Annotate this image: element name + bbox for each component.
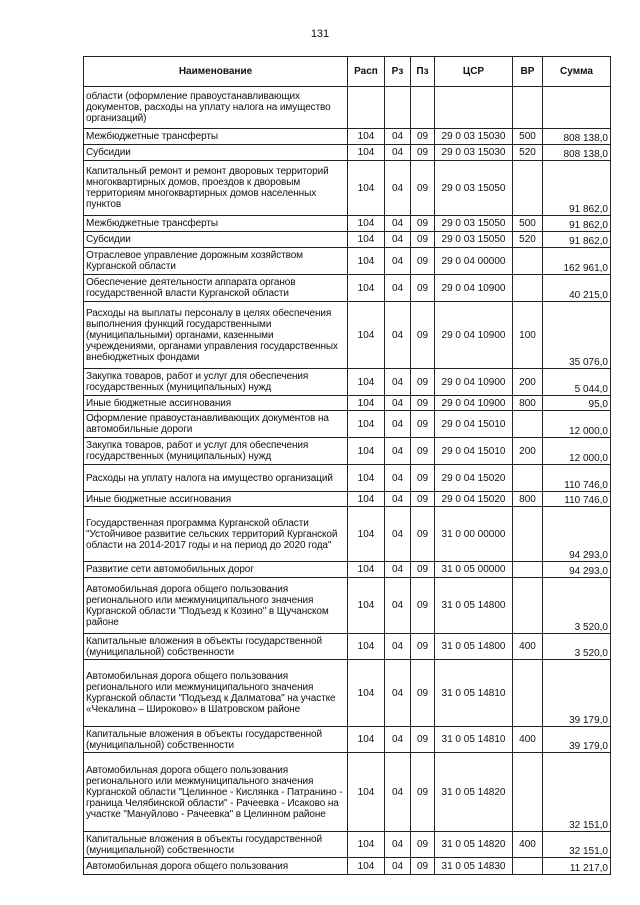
cell-rz: 04 xyxy=(385,492,411,507)
cell-name: Капитальные вложения в объекты государственной (муниципальной) собственности xyxy=(84,634,348,660)
cell-name: Развитие сети автомобильных дорог xyxy=(84,562,348,578)
cell-vr xyxy=(513,87,543,129)
cell-name: Государственная программа Курганской области "Устойчивое развитие сельских территорий Курганской области на 2014-2017 годы и на период до 2020 года" xyxy=(84,507,348,562)
cell-name: Закупка товаров, работ и услуг для обеспечения государственных (муниципальных) нужд xyxy=(84,438,348,465)
cell-name: Оформление правоустанавливающих документов на автомобильные дороги xyxy=(84,411,348,438)
cell-vr: 400 xyxy=(513,634,543,660)
table-row xyxy=(84,248,611,275)
cell-rasp: 104 xyxy=(348,145,385,161)
header-vr: ВР xyxy=(513,57,543,87)
cell-pz: 09 xyxy=(411,660,435,727)
cell-pz: 09 xyxy=(411,216,435,232)
cell-pz: 09 xyxy=(411,369,435,396)
cell-rasp: 104 xyxy=(348,275,385,302)
cell-pz: 09 xyxy=(411,129,435,145)
table-row xyxy=(84,396,611,411)
table-row xyxy=(84,411,611,438)
cell-rasp: 104 xyxy=(348,129,385,145)
cell-rz: 04 xyxy=(385,145,411,161)
cell-pz: 09 xyxy=(411,302,435,369)
cell-sum: 808 138,0 xyxy=(543,145,611,161)
cell-vr: 500 xyxy=(513,129,543,145)
cell-sum: 91 862,0 xyxy=(543,216,611,232)
cell-csr: 29 0 03 15050 xyxy=(435,161,513,216)
cell-csr xyxy=(435,87,513,129)
cell-rasp: 104 xyxy=(348,465,385,492)
cell-rasp: 104 xyxy=(348,369,385,396)
cell-sum: 11 217,0 xyxy=(543,858,611,875)
table-row xyxy=(84,507,611,562)
cell-csr: 29 0 04 10900 xyxy=(435,396,513,411)
cell-rasp: 104 xyxy=(348,832,385,858)
cell-rz: 04 xyxy=(385,562,411,578)
cell-sum xyxy=(543,87,611,129)
cell-rasp: 104 xyxy=(348,161,385,216)
header-sum: Сумма xyxy=(543,57,611,87)
cell-pz: 09 xyxy=(411,753,435,832)
cell-vr xyxy=(513,562,543,578)
cell-name: Капитальные вложения в объекты государственной (муниципальной) собственности xyxy=(84,832,348,858)
cell-sum: 32 151,0 xyxy=(543,753,611,832)
cell-rz: 04 xyxy=(385,634,411,660)
cell-pz: 09 xyxy=(411,145,435,161)
cell-vr: 200 xyxy=(513,369,543,396)
cell-pz: 09 xyxy=(411,396,435,411)
header-csr: ЦСР xyxy=(435,57,513,87)
cell-rasp: 104 xyxy=(348,858,385,875)
cell-vr: 800 xyxy=(513,396,543,411)
cell-csr: 31 0 05 14820 xyxy=(435,753,513,832)
cell-csr: 29 0 04 00000 xyxy=(435,248,513,275)
cell-pz: 09 xyxy=(411,832,435,858)
cell-sum: 39 179,0 xyxy=(543,660,611,727)
cell-sum: 94 293,0 xyxy=(543,562,611,578)
cell-rz: 04 xyxy=(385,216,411,232)
header-rz: Рз xyxy=(385,57,411,87)
cell-name: Обеспечение деятельности аппарата органов государственной власти Курганской области xyxy=(84,275,348,302)
table-row xyxy=(84,216,611,232)
cell-rasp: 104 xyxy=(348,562,385,578)
cell-vr xyxy=(513,161,543,216)
table-row xyxy=(84,832,611,858)
cell-rz: 04 xyxy=(385,369,411,396)
cell-name: Расходы на выплаты персоналу в целях обеспечения выполнения функций государственными (муниципальными) органами, казенными учреждениями, органами управления государственных внебюджетных фондами xyxy=(84,302,348,369)
cell-sum: 91 862,0 xyxy=(543,161,611,216)
cell-sum: 12 000,0 xyxy=(543,411,611,438)
cell-rasp: 104 xyxy=(348,727,385,753)
cell-vr: 400 xyxy=(513,727,543,753)
cell-rasp: 104 xyxy=(348,232,385,248)
cell-pz: 09 xyxy=(411,858,435,875)
cell-csr: 29 0 03 15030 xyxy=(435,129,513,145)
cell-pz: 09 xyxy=(411,465,435,492)
cell-rz: 04 xyxy=(385,507,411,562)
cell-pz: 09 xyxy=(411,634,435,660)
table-row xyxy=(84,660,611,727)
cell-rasp: 104 xyxy=(348,216,385,232)
cell-csr: 29 0 03 15050 xyxy=(435,232,513,248)
cell-vr xyxy=(513,248,543,275)
cell-rz: 04 xyxy=(385,753,411,832)
cell-sum: 3 520,0 xyxy=(543,578,611,634)
cell-pz: 09 xyxy=(411,578,435,634)
cell-sum: 3 520,0 xyxy=(543,634,611,660)
cell-csr: 31 0 05 00000 xyxy=(435,562,513,578)
cell-rz: 04 xyxy=(385,302,411,369)
cell-name: Иные бюджетные ассигнования xyxy=(84,492,348,507)
cell-rz: 04 xyxy=(385,465,411,492)
cell-name: Капитальный ремонт и ремонт дворовых территорий многоквартирных домов, проездов к дворовым территориям многоквартирных домов населенных пунктов xyxy=(84,161,348,216)
cell-name: Капитальные вложения в объекты государственной (муниципальной) собственности xyxy=(84,727,348,753)
table-row xyxy=(84,145,611,161)
cell-rz: 04 xyxy=(385,275,411,302)
cell-pz: 09 xyxy=(411,411,435,438)
cell-sum: 808 138,0 xyxy=(543,129,611,145)
table-row xyxy=(84,275,611,302)
cell-rasp xyxy=(348,87,385,129)
cell-name: Автомобильная дорога общего пользования xyxy=(84,858,348,875)
cell-rz: 04 xyxy=(385,832,411,858)
cell-csr: 29 0 03 15050 xyxy=(435,216,513,232)
cell-csr: 29 0 04 15010 xyxy=(435,411,513,438)
table-row xyxy=(84,858,611,875)
cell-csr: 31 0 05 14820 xyxy=(435,832,513,858)
cell-rz: 04 xyxy=(385,161,411,216)
page-number: 131 xyxy=(310,28,330,40)
table-row xyxy=(84,438,611,465)
cell-rz: 04 xyxy=(385,438,411,465)
cell-rz xyxy=(385,87,411,129)
cell-vr xyxy=(513,275,543,302)
cell-sum: 12 000,0 xyxy=(543,438,611,465)
cell-pz: 09 xyxy=(411,562,435,578)
cell-vr xyxy=(513,858,543,875)
cell-vr xyxy=(513,578,543,634)
table-row xyxy=(84,727,611,753)
cell-csr: 29 0 03 15030 xyxy=(435,145,513,161)
cell-pz: 09 xyxy=(411,275,435,302)
cell-rasp: 104 xyxy=(348,302,385,369)
cell-sum: 95,0 xyxy=(543,396,611,411)
cell-rasp: 104 xyxy=(348,660,385,727)
cell-rz: 04 xyxy=(385,396,411,411)
cell-sum: 91 862,0 xyxy=(543,232,611,248)
cell-rz: 04 xyxy=(385,129,411,145)
cell-vr: 500 xyxy=(513,216,543,232)
table-row xyxy=(84,87,611,129)
table-row xyxy=(84,492,611,507)
cell-rasp: 104 xyxy=(348,507,385,562)
cell-rasp: 104 xyxy=(348,248,385,275)
cell-vr: 200 xyxy=(513,438,543,465)
cell-vr: 400 xyxy=(513,832,543,858)
cell-csr: 29 0 04 10900 xyxy=(435,302,513,369)
cell-rasp: 104 xyxy=(348,411,385,438)
cell-vr xyxy=(513,411,543,438)
cell-sum: 35 076,0 xyxy=(543,302,611,369)
cell-sum: 40 215,0 xyxy=(543,275,611,302)
cell-rz: 04 xyxy=(385,858,411,875)
cell-name: Автомобильная дорога общего пользования регионального или межмуниципального значения Курганской области "Целинное - Кислянка - Патранино - граница Челябинской области" - Рачеевка - Исаково на участке "Мануйлово - Рачеевка" в Целинном районе xyxy=(84,753,348,832)
cell-rz: 04 xyxy=(385,248,411,275)
table-row xyxy=(84,562,611,578)
table-header-row xyxy=(84,57,611,87)
cell-csr: 29 0 04 10900 xyxy=(435,275,513,302)
table-row xyxy=(84,578,611,634)
cell-vr xyxy=(513,507,543,562)
cell-rasp: 104 xyxy=(348,578,385,634)
cell-name: Автомобильная дорога общего пользования регионального или межмуниципального значения Курганской области "Подъезд к Далматова" на участке «Чекалина – Широково» в Шатровском районе xyxy=(84,660,348,727)
cell-name: Автомобильная дорога общего пользования регионального или межмуниципального значения Курганской области "Подъезд к Козино" в Щучанском районе xyxy=(84,578,348,634)
cell-name: Межбюджетные трансферты xyxy=(84,216,348,232)
table-row xyxy=(84,753,611,832)
cell-vr: 520 xyxy=(513,232,543,248)
table-row xyxy=(84,465,611,492)
table-row xyxy=(84,369,611,396)
budget-table xyxy=(83,56,611,875)
cell-csr: 29 0 04 15020 xyxy=(435,465,513,492)
cell-rz: 04 xyxy=(385,660,411,727)
table-row xyxy=(84,129,611,145)
cell-rz: 04 xyxy=(385,578,411,634)
cell-sum: 32 151,0 xyxy=(543,832,611,858)
header-name: Наименование xyxy=(84,57,348,87)
cell-csr: 29 0 04 10900 xyxy=(435,369,513,396)
cell-rz: 04 xyxy=(385,411,411,438)
header-rasp: Расп xyxy=(348,57,385,87)
cell-vr xyxy=(513,753,543,832)
cell-pz: 09 xyxy=(411,438,435,465)
cell-pz: 09 xyxy=(411,727,435,753)
cell-name: Расходы на уплату налога на имущество организаций xyxy=(84,465,348,492)
cell-sum: 110 746,0 xyxy=(543,492,611,507)
cell-vr: 520 xyxy=(513,145,543,161)
cell-csr: 31 0 05 14800 xyxy=(435,634,513,660)
cell-rz: 04 xyxy=(385,727,411,753)
cell-name: Закупка товаров, работ и услуг для обеспечения государственных (муниципальных) нужд xyxy=(84,369,348,396)
cell-pz xyxy=(411,87,435,129)
cell-csr: 31 0 05 14810 xyxy=(435,727,513,753)
table-row xyxy=(84,634,611,660)
cell-sum: 94 293,0 xyxy=(543,507,611,562)
cell-pz: 09 xyxy=(411,248,435,275)
cell-csr: 31 0 05 14800 xyxy=(435,578,513,634)
cell-csr: 29 0 04 15010 xyxy=(435,438,513,465)
cell-name: Субсидии xyxy=(84,145,348,161)
cell-pz: 09 xyxy=(411,232,435,248)
cell-csr: 31 0 05 14810 xyxy=(435,660,513,727)
cell-vr xyxy=(513,465,543,492)
cell-pz: 09 xyxy=(411,507,435,562)
cell-csr: 31 0 00 00000 xyxy=(435,507,513,562)
table-row xyxy=(84,302,611,369)
cell-vr: 800 xyxy=(513,492,543,507)
cell-csr: 29 0 04 15020 xyxy=(435,492,513,507)
cell-pz: 09 xyxy=(411,492,435,507)
cell-vr: 100 xyxy=(513,302,543,369)
cell-vr xyxy=(513,660,543,727)
cell-sum: 39 179,0 xyxy=(543,727,611,753)
cell-rasp: 104 xyxy=(348,753,385,832)
cell-sum: 110 746,0 xyxy=(543,465,611,492)
cell-name: области (оформление правоустанавливающих документов, расходы на уплату налога на имущество организаций) xyxy=(84,87,348,129)
cell-name: Отраслевое управление дорожным хозяйством Курганской области xyxy=(84,248,348,275)
cell-name: Иные бюджетные ассигнования xyxy=(84,396,348,411)
cell-name: Субсидии xyxy=(84,232,348,248)
cell-rasp: 104 xyxy=(348,438,385,465)
table-row xyxy=(84,232,611,248)
cell-pz: 09 xyxy=(411,161,435,216)
cell-rz: 04 xyxy=(385,232,411,248)
cell-sum: 162 961,0 xyxy=(543,248,611,275)
table-row xyxy=(84,161,611,216)
cell-rasp: 104 xyxy=(348,396,385,411)
cell-csr: 31 0 05 14830 xyxy=(435,858,513,875)
cell-rasp: 104 xyxy=(348,492,385,507)
header-pz: Пз xyxy=(411,57,435,87)
cell-name: Межбюджетные трансферты xyxy=(84,129,348,145)
cell-sum: 5 044,0 xyxy=(543,369,611,396)
cell-rasp: 104 xyxy=(348,634,385,660)
